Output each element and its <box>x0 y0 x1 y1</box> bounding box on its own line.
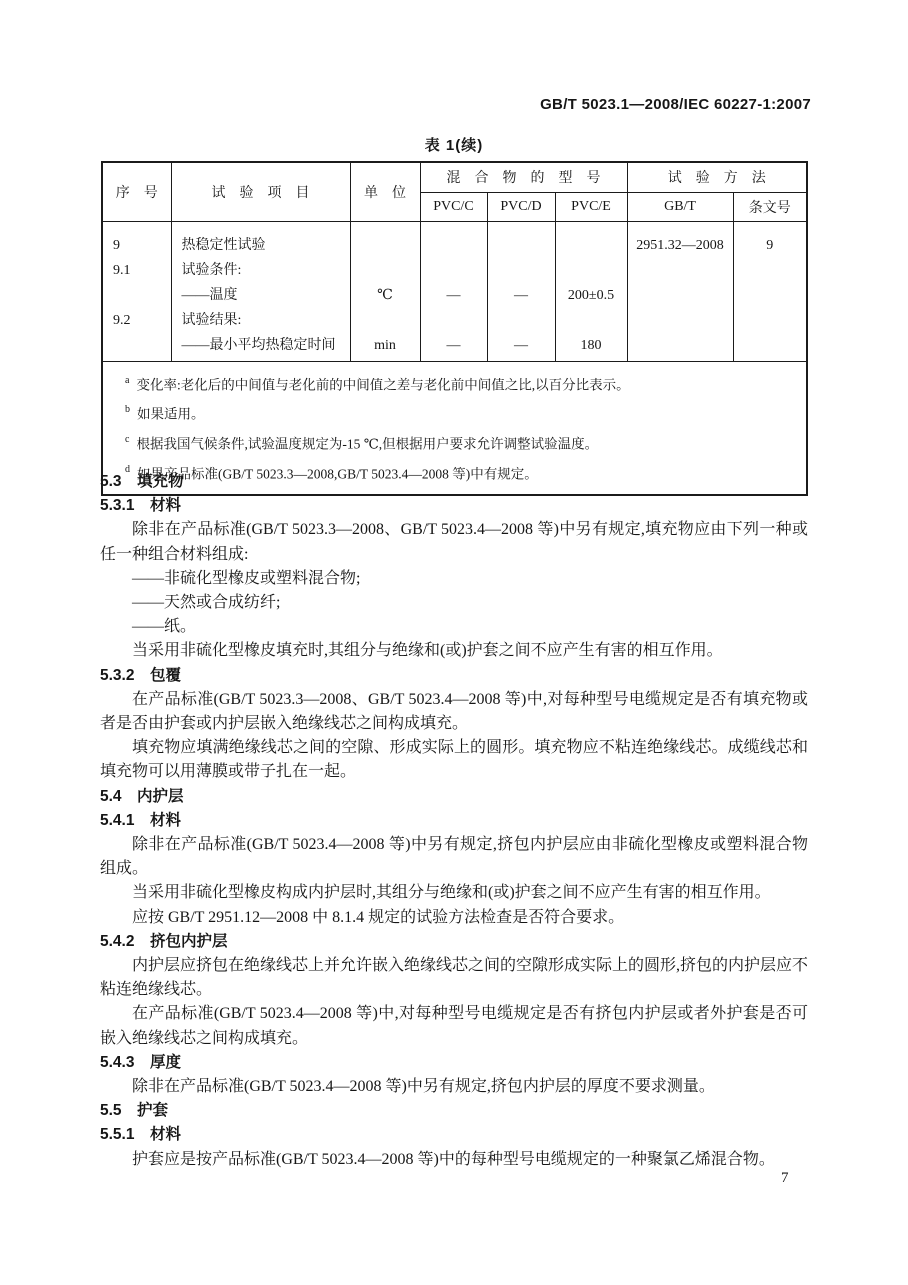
header-test-item: 试 验 项 目 <box>171 162 350 221</box>
table-line-no-3: 9.2 <box>113 312 131 328</box>
footnote-text-b: 如果适用。 <box>137 406 205 422</box>
table-line-pvc_d-2: — <box>514 287 528 303</box>
footnote-a <box>125 369 794 399</box>
table-line-clause-0: 9 <box>766 237 774 253</box>
table-line-clause-4 <box>734 333 807 358</box>
header-mixture-type-group: 混 合 物 的 型 号 <box>420 162 627 192</box>
dash-list-item-4: ——天然或合成纺纤; <box>132 594 281 612</box>
header-test-method-group: 试 验 方 法 <box>627 162 807 192</box>
header-pvc-e: PVC/E <box>555 192 627 221</box>
table-line-gbt-2 <box>628 283 733 308</box>
table-line-gbt-1 <box>628 258 733 283</box>
cell-clause-numbers <box>733 221 807 361</box>
header-unit: 单 位 <box>350 162 420 221</box>
table-1-continued <box>101 161 808 496</box>
section-heading-5-4-1: 5.4.1 材料 <box>100 811 181 829</box>
table-line-item-4: ——最小平均热稳定时间 <box>181 337 336 353</box>
paragraph-14: 应按 GB/T 2951.12—2008 中 8.1.4 规定的试验方法检查是否符合要求。 <box>132 908 625 926</box>
footnote-text-a: 变化率:老化后的中间值与老化前的中间值之差与老化前中间值之比,以百分比表示。 <box>136 377 630 392</box>
table-line-item-3: 试验结果: <box>181 312 242 328</box>
table-line-clause-2 <box>734 283 807 308</box>
table-line-pvc_c-2: — <box>446 287 461 303</box>
table-line-pvc_d-3 <box>488 308 555 333</box>
footnote-marker-c: c <box>125 434 130 446</box>
table-line-pvc_c-0 <box>421 233 487 258</box>
dash-list-item-3: ——非硫化型橡皮或塑料混合物; <box>132 569 361 587</box>
cell-pvc-c-values <box>420 221 487 361</box>
table-line-pvc_e-4: 180 <box>580 337 602 353</box>
table-line-gbt-3 <box>628 308 733 333</box>
header-pvc-d: PVC/D <box>487 192 555 221</box>
footnote-c <box>125 428 794 458</box>
table-line-no-1: 9.1 <box>113 262 131 278</box>
table-line-item-2: ——温度 <box>181 287 238 303</box>
section-heading-5-3: 5.3 填充物 <box>100 473 184 490</box>
paragraph-12: 除非在产品标准(GB/T 5023.4—2008 等)中另有规定,挤包内护层应由非硫化型橡皮或塑料混合物组成。 <box>100 836 808 878</box>
section-heading-5-3-2: 5.3.2 包覆 <box>100 666 181 684</box>
header-clause-number: 条文号 <box>733 192 807 221</box>
table-line-item-0: 热稳定性试验 <box>181 237 266 253</box>
cell-serial-numbers <box>102 221 171 361</box>
table-line-no-0: 9 <box>113 237 120 253</box>
footnote-marker-d: d <box>125 464 130 476</box>
table-line-no-2 <box>113 283 171 308</box>
section-heading-5-3-1: 5.3.1 材料 <box>100 497 181 515</box>
table-title: 表 1(续) <box>424 137 484 154</box>
table-line-unit-4: min <box>374 337 396 353</box>
table-line-clause-3 <box>734 308 807 333</box>
page-number: 7 <box>781 1170 789 1186</box>
table-line-pvc_d-4: — <box>514 337 528 353</box>
paragraph-9: 填充物应填满绝缘线芯之间的空隙、形成实际上的圆形。填充物应不粘连绝缘线芯。成缆线芯和填充物可以用薄膜或带子扎在一起。 <box>100 739 808 781</box>
cell-pvc-e-values <box>555 221 627 361</box>
footnote-b <box>125 398 794 428</box>
paragraph-22: 护套应是按产品标准(GB/T 5023.4—2008 等)中的每种型号电缆规定的一种聚氯乙烯混合物。 <box>132 1150 775 1168</box>
table-line-pvc_e-1 <box>556 258 627 283</box>
table-line-clause-1 <box>734 258 807 283</box>
header-gbt: GB/T <box>627 192 733 221</box>
table-line-pvc_e-3 <box>556 308 627 333</box>
table-line-item-1: 试验条件: <box>181 262 242 278</box>
section-heading-5-5-1: 5.5.1 材料 <box>100 1126 181 1144</box>
cell-pvc-d-values <box>487 221 555 361</box>
paragraph-16: 内护层应挤包在绝缘线芯上并允许嵌入绝缘线芯之间的空隙形成实际上的圆形,挤包的内护层应不粘连绝缘线芯。 <box>100 957 809 999</box>
table-line-pvc_e-2: 200±0.5 <box>567 287 615 303</box>
paragraph-19: 除非在产品标准(GB/T 5023.4—2008 等)中另有规定,挤包内护层的厚度不要求测量。 <box>132 1078 715 1096</box>
section-heading-5-4-3: 5.4.3 厚度 <box>100 1053 181 1071</box>
table-line-pvc_d-1 <box>488 258 555 283</box>
table-line-pvc_d-0 <box>488 233 555 258</box>
document-standard-number: GB/T 5023.1—2008/IEC 60227-1:2007 <box>540 96 811 113</box>
paragraph-6: 当采用非硫化型橡皮填充时,其组分与绝缘和(或)护套之间不应产生有害的相互作用。 <box>132 642 723 660</box>
footnote-text-c: 根据我国气候条件,试验温度规定为-15 ℃,但根据用户要求允许调整试验温度。 <box>136 436 599 452</box>
section-heading-5-4-2: 5.4.2 挤包内护层 <box>100 932 228 950</box>
table-line-pvc_c-3 <box>421 308 487 333</box>
cell-gbt-standards <box>627 221 733 361</box>
paragraph-17: 在产品标准(GB/T 5023.4—2008 等)中,对每种型号电缆规定是否有挤包内护层或者外护套是否可嵌入绝缘线芯之间构成填充。 <box>100 1005 808 1047</box>
section-heading-5-5: 5.5 护套 <box>100 1102 169 1120</box>
table-line-pvc_c-4: — <box>446 337 461 353</box>
table-line-no-4 <box>113 333 171 358</box>
paragraph-8: 在产品标准(GB/T 5023.3—2008、GB/T 5023.4—2008 等)中,对每种型号电缆规定是否有填充物或者是否由护套或内护层嵌入绝缘线芯之间构成填充。 <box>100 690 808 733</box>
table-line-unit-0 <box>351 233 420 258</box>
paragraph-2: 除非在产品标准(GB/T 5023.3—2008、GB/T 5023.4—2008 等)中另有规定,填充物应由下列一种或任一种组合材料组成: <box>100 521 808 563</box>
dash-list-item-5: ——纸。 <box>132 618 197 636</box>
header-serial-number: 序 号 <box>102 162 171 221</box>
document-body-sections <box>100 470 808 1172</box>
paragraph-13: 当采用非硫化型橡皮构成内护层时,其组分与绝缘和(或)护套之间不应产生有害的相互作用。 <box>132 884 771 902</box>
header-pvc-c: PVC/C <box>420 192 487 221</box>
table-line-gbt-0: 2951.32—2008 <box>636 237 724 253</box>
table-line-pvc_c-1 <box>421 258 487 283</box>
table-line-unit-2: ℃ <box>377 287 393 303</box>
cell-test-items <box>171 221 350 361</box>
table-line-gbt-4 <box>628 333 733 358</box>
footnote-marker-a: a <box>125 374 130 386</box>
section-heading-5-4: 5.4 内护层 <box>100 787 184 805</box>
table-line-unit-3 <box>351 308 420 333</box>
table-line-unit-1 <box>351 258 420 283</box>
table-body-row <box>102 221 807 361</box>
footnote-marker-b: b <box>125 404 130 416</box>
table-line-pvc_e-0 <box>556 233 627 258</box>
footnote-text-d: 如果产品标准(GB/T 5023.3—2008,GB/T 5023.4—2008 等)中有规定。 <box>137 466 538 482</box>
cell-units <box>350 221 420 361</box>
